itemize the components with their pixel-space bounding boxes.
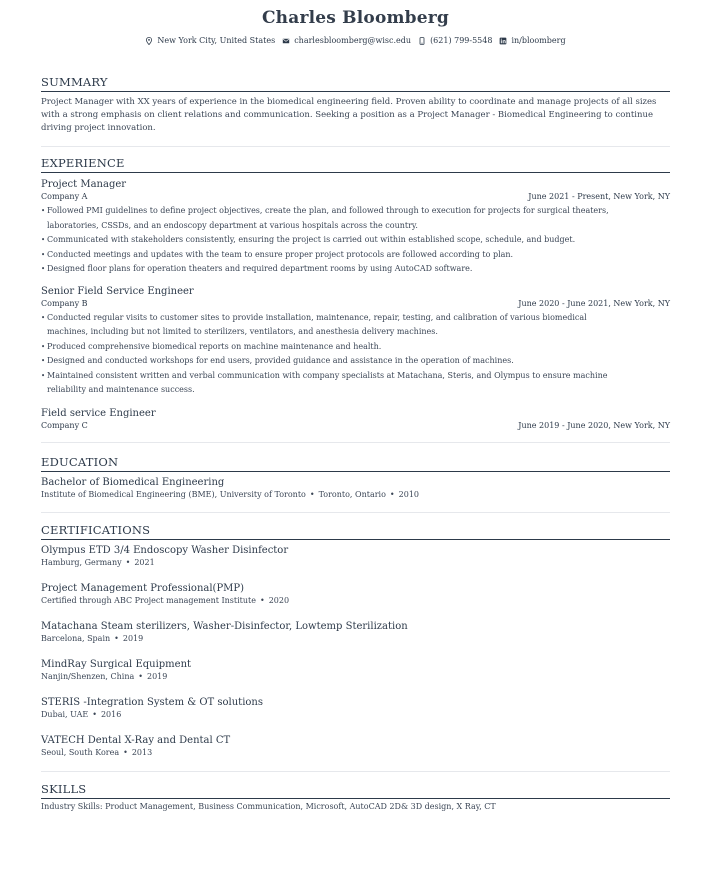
certification-name: Olympus ETD 3/4 Endoscopy Washer Disinfector xyxy=(41,544,289,556)
certification-place: Certified through ABC Project management Institute xyxy=(41,595,256,605)
certification-place: Barcelona, Spain xyxy=(41,633,111,643)
linkedin-text[interactable]: in/bloomberg xyxy=(511,36,566,45)
institution-name: Institute of Biomedical Engineering (BME), University of Toronto xyxy=(41,489,306,499)
certification-meta xyxy=(41,633,670,645)
separator-dot: • xyxy=(389,489,395,499)
section-divider xyxy=(41,442,670,443)
job-dates: June 2019 - June 2020, New York, NY xyxy=(518,420,670,430)
certification-year: 2021 xyxy=(134,557,155,567)
certification-name: Project Management Professional(PMP) xyxy=(41,582,245,594)
certification-meta xyxy=(41,557,670,569)
contact-bar xyxy=(41,35,670,47)
separator-dot: • xyxy=(125,557,131,567)
job-dates: June 2021 - Present, New York, NY xyxy=(528,192,670,201)
job-entry xyxy=(41,285,670,398)
skills-section xyxy=(41,782,670,813)
job-entry xyxy=(41,178,670,277)
section-title-certifications: CERTIFICATIONS xyxy=(41,523,670,540)
summary-text: Project Manager with XX years of experience in the biomedical engineering field. Proven ability to coordinate and manage projects of all sizes with a strong emphasis on client relations and communication. Seeking a position as a Project Manager - Biomedical Engineering to continue driving project innovation. xyxy=(41,97,657,133)
bullet-item: • Designed floor plans for operation theaters and required department rooms by using AutoCAD software. xyxy=(41,262,670,277)
company-name: Company C xyxy=(41,420,88,430)
certification-year: 2016 xyxy=(100,709,122,719)
education-section xyxy=(41,455,670,501)
separator-dot: • xyxy=(259,595,265,605)
email-text[interactable]: charlesbloomberg@wisc.edu xyxy=(294,36,412,45)
job-bullets xyxy=(41,204,670,277)
job-sub xyxy=(41,420,670,431)
certification-entry xyxy=(41,544,670,569)
certification-name: MindRay Surgical Equipment xyxy=(41,658,192,670)
bullet-item: • Followed PMI guidelines to define project objectives, create the plan, and followed through to execution for projects for surgical theaters, laboratories, CSSDs, and an endoscopy department at various hospitals across the country. xyxy=(41,204,670,233)
job-title: Project Manager xyxy=(41,179,127,190)
certification-entry xyxy=(41,658,670,683)
job-title: Field service Engineer xyxy=(41,407,156,419)
candidate-name: Charles Bloomberg xyxy=(261,8,450,28)
section-title-summary: SUMMARY xyxy=(41,75,670,92)
certification-meta xyxy=(41,747,670,759)
phone-icon xyxy=(418,37,426,45)
certification-entry xyxy=(41,734,670,759)
job-sub xyxy=(41,298,670,309)
section-title-education: EDUCATION xyxy=(41,455,670,472)
certification-entry xyxy=(41,620,670,645)
section-title-experience: EXPERIENCE xyxy=(41,156,670,173)
job-dates: June 2020 - June 2021, New York, NY xyxy=(518,298,670,308)
section-divider xyxy=(41,512,670,513)
separator-dot: • xyxy=(123,747,128,757)
job-sub xyxy=(41,191,670,202)
contact-phone[interactable] xyxy=(418,35,492,47)
education-year: 2010 xyxy=(398,489,419,499)
separator-dot: • xyxy=(309,489,315,499)
certification-place: Seoul, South Korea xyxy=(41,747,120,757)
job-title: Senior Field Service Engineer xyxy=(41,285,194,297)
section-divider xyxy=(41,771,670,772)
separator-dot: • xyxy=(114,633,119,643)
certification-meta xyxy=(41,595,670,607)
experience-section xyxy=(41,156,670,431)
certification-place: Dubai, UAE xyxy=(41,709,89,719)
certification-year: 2019 xyxy=(147,671,168,681)
location-pin-icon xyxy=(145,37,153,45)
certification-name: STERIS -Integration System & OT solutions xyxy=(41,696,263,708)
certification-year: 2013 xyxy=(131,747,153,757)
certification-entry xyxy=(41,696,670,721)
bullet-item: • Maintained consistent written and verbal communication with company specialists at Matachana, Steris, and Olympus to ensure machine reliability and maintenance success. xyxy=(41,369,670,398)
job-entry xyxy=(41,407,670,431)
certification-name: VATECH Dental X-Ray and Dental CT xyxy=(41,734,231,746)
certification-place: Nanjin/Shenzen, China xyxy=(41,671,135,681)
section-title-skills: SKILLS xyxy=(41,782,670,799)
company-name: Company B xyxy=(41,298,88,308)
bullet-item: • Conducted regular visits to customer sites to provide installation, maintenance, repair, testing, and calibration of various biomedical machines, including but not limited to sterilizers, ventilators, and anesthesia delivery machines. xyxy=(41,311,670,340)
company-name: Company A xyxy=(41,192,88,201)
certification-place: Hamburg, Germany xyxy=(41,557,122,567)
phone-text[interactable]: (621) 799-5548 xyxy=(430,36,493,45)
job-bullets xyxy=(41,311,670,398)
location-text: New York City, United States xyxy=(157,36,276,45)
education-meta xyxy=(41,489,670,501)
bullet-item: • Produced comprehensive biomedical reports on machine maintenance and health. xyxy=(41,340,670,355)
education-location: Toronto, Ontario xyxy=(318,489,386,499)
bullet-item: • Designed and conducted workshops for end users, provided guidance and assistance in the operation of machines. xyxy=(41,354,670,369)
bullet-item: • Communicated with stakeholders consistently, ensuring the project is carried out within established scope, schedule, and budget. xyxy=(41,233,670,248)
section-divider xyxy=(41,146,670,147)
summary-section xyxy=(41,75,670,135)
certification-year: 2020 xyxy=(268,595,290,605)
certification-year: 2019 xyxy=(122,633,144,643)
certification-meta xyxy=(41,671,670,683)
separator-dot: • xyxy=(138,671,143,681)
contact-email[interactable] xyxy=(282,35,411,47)
contact-linkedin[interactable] xyxy=(499,35,565,47)
certification-name: Matachana Steam sterilizers, Washer-Disinfector, Lowtemp Sterilization xyxy=(41,620,408,632)
separator-dot: • xyxy=(92,709,97,719)
degree-title: Bachelor of Biomedical Engineering xyxy=(41,476,225,488)
certifications-section xyxy=(41,523,670,759)
bullet-item: • Conducted meetings and updates with the team to ensure proper project protocols are followed according to plan. xyxy=(41,248,670,263)
skills-text: Industry Skills: Product Management, Business Communication, Microsoft, AutoCAD 2D& 3D design, X Ray, CT xyxy=(41,801,496,811)
certification-entry xyxy=(41,582,670,607)
linkedin-icon xyxy=(499,37,507,45)
contact-location xyxy=(145,35,275,47)
certification-meta xyxy=(41,709,670,721)
envelope-icon xyxy=(282,37,290,45)
